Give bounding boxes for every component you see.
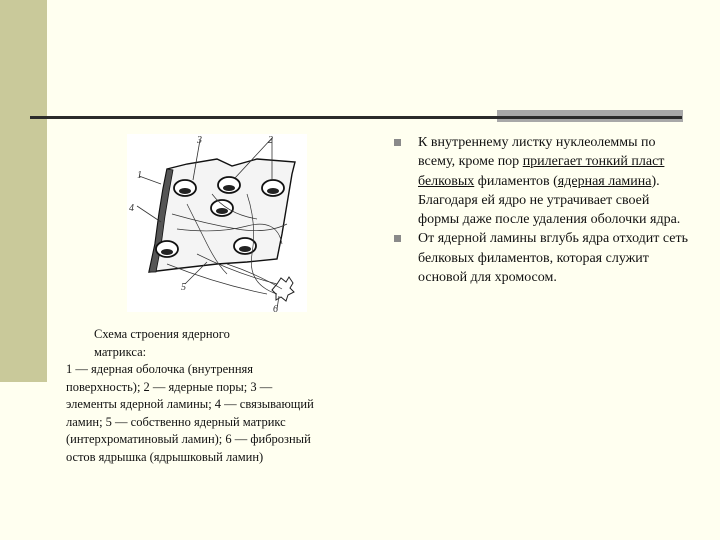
nuclear-matrix-diagram <box>127 134 307 312</box>
bullet-item <box>392 229 692 287</box>
caption-title-line1: Схема строения ядерного <box>94 327 230 341</box>
figure-label-6: 6 <box>273 304 278 312</box>
bullet-list <box>392 133 692 287</box>
figure-label-3: 3 <box>197 135 202 146</box>
bullet-icon <box>394 139 401 146</box>
title-rule <box>30 116 682 119</box>
bullet-text-post: ). Благодаря ей ядро не утрачивает своей формы даже после удаления оболочки ядра. <box>418 173 681 228</box>
figure-label-2: 2 <box>268 135 273 146</box>
sidebar-accent-bar <box>0 0 47 382</box>
bullet-text-mid: филаментов ( <box>474 173 558 189</box>
bullet-icon <box>394 235 401 242</box>
bullet-text-pre: К внутреннему листку нуклеолеммы по всему, кроме пор <box>418 135 656 170</box>
bullet-item <box>392 133 692 229</box>
figure-caption <box>66 326 326 466</box>
figure-label-5: 5 <box>181 282 186 293</box>
bullet-text: От ядерной ламины вглубь ядра отходит сеть белковых филаментов, которая служит основой для хромосом. <box>418 231 688 286</box>
caption-title-line2: матрикса: <box>94 344 147 359</box>
bullet-link-lamina-layer[interactable]: прилегает тонкий пласт белковых <box>418 154 665 189</box>
caption-body: 1 — ядерная оболочка (внутренняя поверхность); 2 — ядерные поры; 3 — элементы ядерной ламины; 4 — связывающий ламин; 5 — собственно ядерный матрикс (интерхроматиновый ламин); 6 — фиброзный остов ядрышка (ядрышковый ламин) <box>66 362 314 464</box>
figure-label-4: 4 <box>129 203 134 214</box>
figure-label-1: 1 <box>137 170 142 181</box>
bullet-link-nuclear-lamina[interactable]: ядерная ламина <box>557 173 652 189</box>
nuclear-matrix-figure <box>127 134 307 312</box>
